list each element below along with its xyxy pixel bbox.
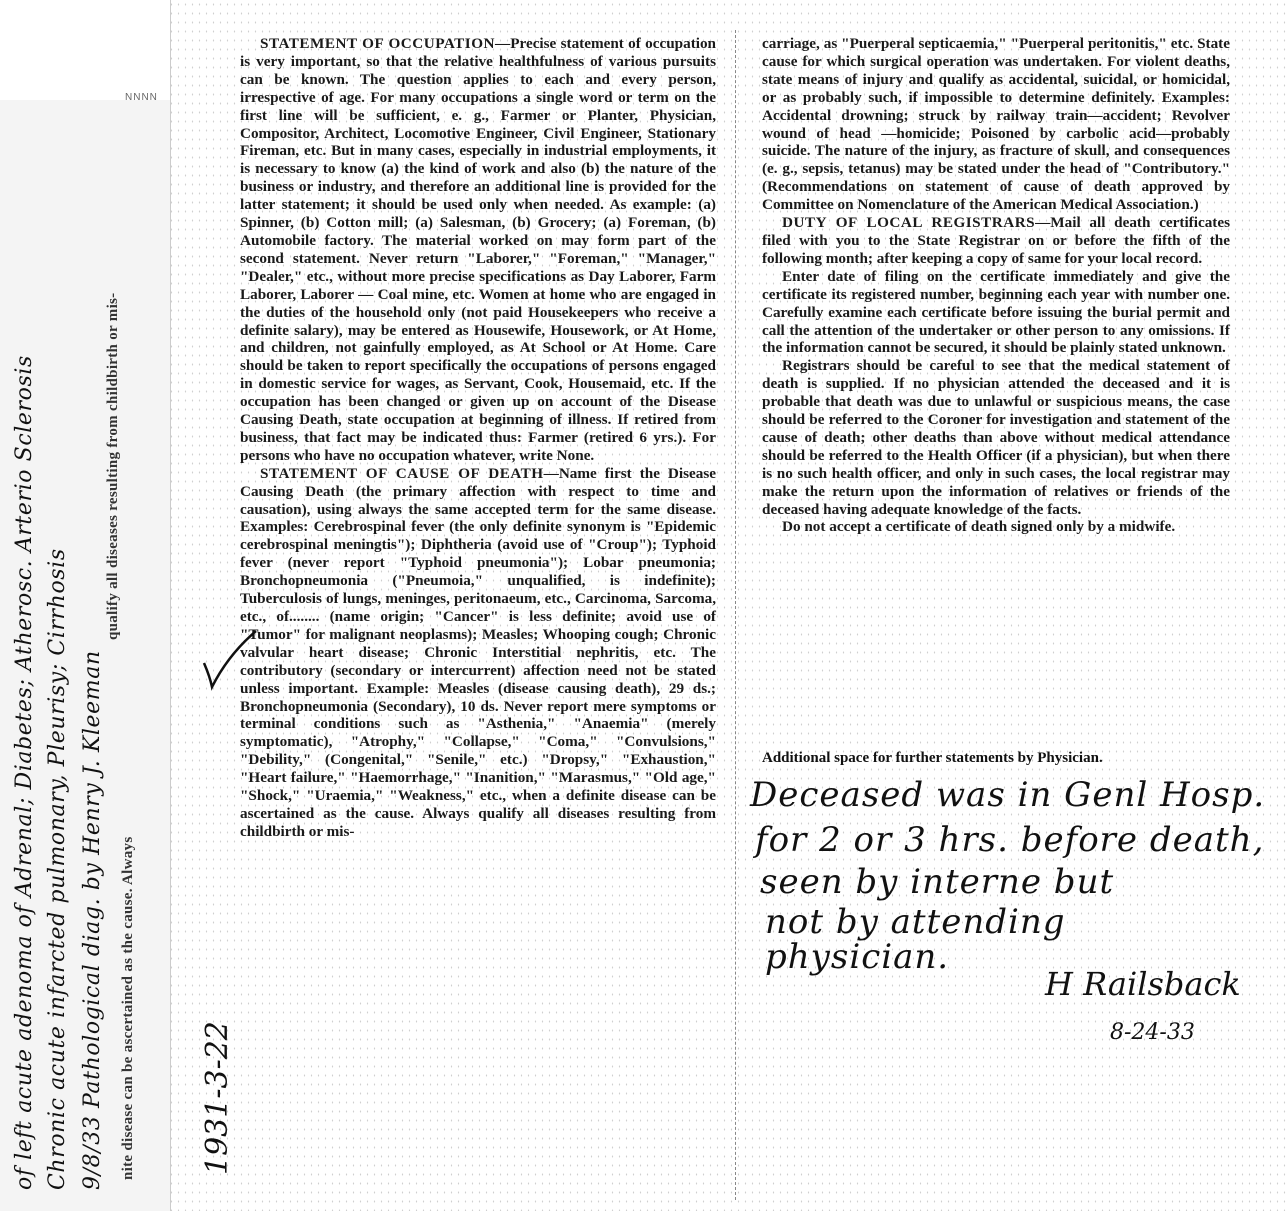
cause-heading: STATEMENT OF CAUSE OF DEATH	[260, 464, 544, 482]
instructions-column-1	[240, 35, 716, 841]
instructions-column-2	[762, 35, 1230, 536]
left-attached-strip	[0, 0, 171, 1211]
occupation-heading: STATEMENT OF OCCUPATION	[260, 35, 496, 52]
registrars-paragraph: Registrars should be careful to see that the medical statement of death is supplied. If no physician attended the deceased and it is probable that death was due to unlawful or suspicious means, the case should be referred to the Coroner for investigation and statement of the cause of death; other deaths than above without medical attendance should be referred to the Health Officer (if a physician), but when there is no such health officer, and only in such cases, the local registrar may make the return upon the information of relatives or friends of the deceased having adequate knowledge of the facts.	[762, 357, 1230, 518]
physician-note-line-2: for 2 or 3 hrs. before death,	[755, 820, 1265, 860]
signature-date: 8-24-33	[1110, 1020, 1195, 1045]
cause-paragraph	[240, 465, 716, 841]
cause-text: —Name first the Disease Causing Death (the primary affection with respect to time and causation), using always the same accepted term for the same disease. Examples: Cerebrospinal fever (the only definite synonym is "Epidemic cerebrospinal meningtis"); Diphtheria (avoid use of "Croup"); Typhoid fever (never report "Typhoid pneumonia"); Lobar pneumonia; Bronchopneumonia ("Pneumoia," unqualified, is indefinite); Tuberculosis of lungs, meninges, peritonaeum, etc., Carcinoma, Sarcoma, etc., of........ (name origin; "Cancer" is less definite; avoid use of "Tumor" for malignant neoplasms); Measles; Whooping cough; Chronic valvular heart disease; Chronic Interstitial nephritis, etc. The contributory (secondary or intercurrent) affection need not be stated unless important. Example: Measles (disease causing death), 29 ds.; Bronchopneumonia (Secondary), 10 ds. Never report mere symptoms or terminal conditions such as "Asthenia," "Anaemia" (merely symptomatic), "Atrophy," "Collapse," "Coma," "Convulsions," "Debility," (Congenital," "Senile," etc.) "Dropsy," "Exhaustion," "Heart failure," "Haemorrhage," "Inanition," "Marasmus," "Old age," "Shock," "Uraemia," "Weakness," etc., when a definite disease can be ascertained as the cause. Always qualify all diseases resulting from childbirth or mis-	[240, 464, 716, 840]
strip-top-blank	[0, 0, 170, 100]
cause-continued-text: carriage, as "Puerperal septicaemia," "Puerperal peritonitis," etc. State cause for which surgical operation was undertaken. For violent deaths, state means of injury and qualify as accidental, suicidal, or homicidal, or as probably such, if impossible to determine definitely. Examples: Accidental drowning; struck by railway train—accident; Revolver wound of head —homicide; Poisoned by carbolic acid—probably suicide. The nature of the injury, as fracture of skull, and consequences (e. g., sepsis, tetanus) may be stated under the head of "Contributory." (Recommendations on statement of cause of death approved by Committee on Nomenclature of the American Medical Association.)	[762, 35, 1230, 214]
enter-date-paragraph: Enter date of filing on the certificate immediately and give the certificate its registered number, beginning each year with number one. Carefully examine each certificate before issuing the burial permit and call the attention of the undertaker or other person to any omissions. If the information cannot be secured, it should be plainly stated unknown.	[762, 267, 1230, 357]
strip-stub-mark: NNNN	[125, 92, 158, 103]
strip-rotated-content	[0, 100, 170, 1200]
duty-text: —Mail all death certificates filed with you to the State Registrar on or before the fifth of the following month; after keeping a copy of same for your local record.	[762, 214, 1230, 267]
strip-hand-line-1: 9/8/33 Pathological diag. by Henry J. Kleeman	[80, 650, 105, 1190]
physician-note-line-1: Deceased was in Genl Hosp.	[750, 775, 1266, 815]
column-divider	[735, 30, 736, 1200]
additional-space-label: Additional space for further statements by Physician.	[762, 750, 1103, 766]
midwife-paragraph: Do not accept a certificate of death signed only by a midwife.	[782, 518, 1176, 536]
strip-hand-line-2: Chronic acute infarcted pulmonary, Pleurisy; Cirrhosis	[45, 548, 70, 1190]
occupation-paragraph	[240, 35, 716, 465]
physician-note-line-3: seen by interne but	[760, 862, 1115, 902]
margin-stamp-text: 1931-3-22	[200, 1021, 235, 1175]
physician-note-line-5: physician.	[765, 937, 950, 977]
physician-note-line-4: not by attending	[765, 902, 1066, 942]
duty-paragraph	[762, 214, 1230, 268]
duty-heading: DUTY OF LOCAL REGISTRARS	[782, 214, 1036, 232]
physician-signature: H Railsback	[1045, 965, 1241, 1003]
strip-printed-line-1: nite disease can be ascertained as the cause. Always	[120, 836, 136, 1180]
strip-hand-line-3: of left acute adenoma of Adrenal; Diabetes; Atherosc. Arterio Sclerosis	[12, 355, 37, 1190]
strip-printed-line-2: qualify all diseases resulting from childbirth or mis-	[105, 292, 121, 640]
checkmark-icon	[200, 625, 260, 695]
margin-stamp	[195, 930, 235, 1180]
occupation-text: —Precise statement of occupation is very important, so that the relative healthfulness of various pursuits can be known. The question applies to each and every person, irrespective of age. For many occupations a single word or term on the first line will be sufficient, e. g., Farmer or Planter, Physician, Compositor, Architect, Locomotive Engineer, Civil Engineer, Stationary Fireman, etc. But in many cases, especially in industrial employments, it is necessary to know (a) the kind of work and also (b) the nature of the business or industry, and therefore an additional line is provided for the latter statement; it should be used only when needed. As example: (a) Spinner, (b) Cotton mill; (a) Salesman, (b) Grocery; (a) Foreman, (b) Automobile factory. The material worked on may form part of the second statement. Never return "Laborer," "Foreman," "Manager," "Dealer," etc., without more precise specifications as Day Laborer, Farm Laborer, Laborer — Coal mine, etc. Women at home who are engaged in the duties of the household only (not paid Housekeepers who receive a definite salary), may be entered as Housewife, Housework, or At Home, and children, not gainfully employed, as At School or At Home. Care should be taken to report specifically the occupations of persons engaged in domestic service for wages, as Servant, Cook, Housemaid, etc. If the occupation has been changed or given up on account of the Disease Causing Death, state occupation at beginning of illness. If retired from business, that fact may be indicated thus: Farmer (retired 6 yrs.). For persons who have no occupation whatever, write None.	[240, 35, 717, 464]
